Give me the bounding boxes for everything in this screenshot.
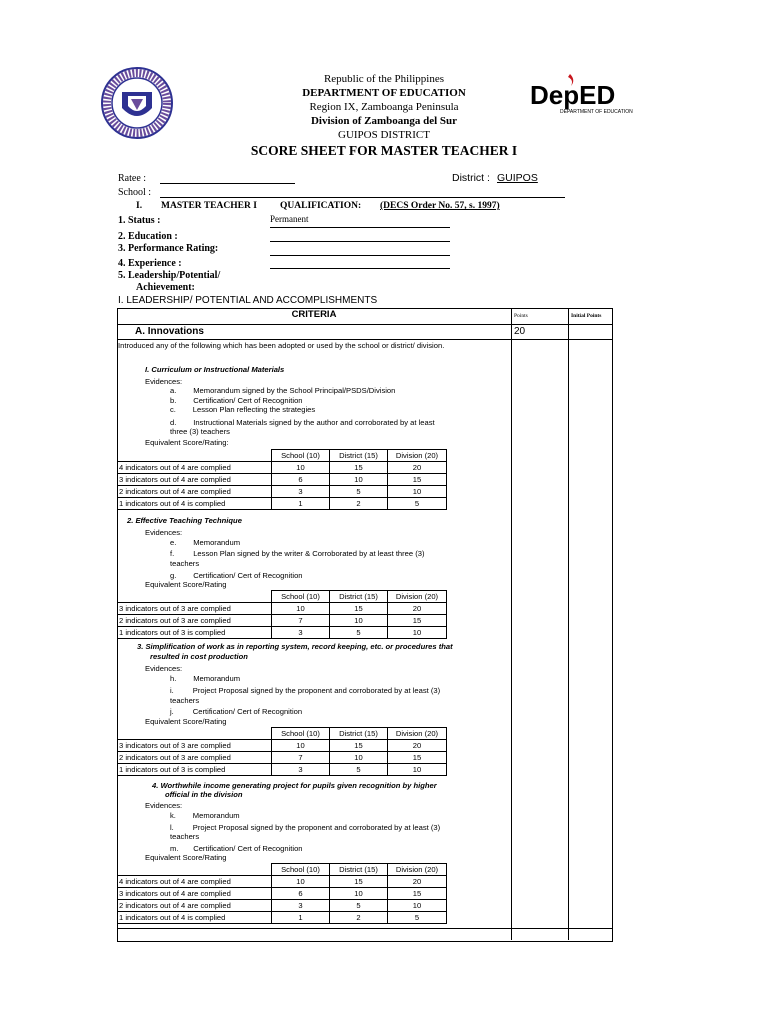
indicator-cell: 4 indicators out of 4 are complied — [118, 876, 272, 888]
score-cell: 3 — [272, 900, 330, 912]
status-line[interactable] — [270, 227, 450, 228]
score-cell: 5 — [388, 912, 447, 924]
cat4-item-m: m. Certification/ Cert of Recognition — [170, 844, 303, 853]
score-cell: 15 — [330, 740, 388, 752]
performance-label: 3. Performance Rating: — [118, 243, 219, 254]
score-cell: 10 — [330, 888, 388, 900]
criteria-header: CRITERIA — [291, 309, 337, 320]
header-division: Division of Zamboanga del Sur — [310, 115, 458, 127]
section-title: I. LEADERSHIP/ POTENTIAL AND ACCOMPLISHMENTS — [118, 295, 378, 306]
innovations-intro: Introduced any of the following which has been adopted or used by the school or district/ division. — [118, 341, 445, 350]
rating-header-cell — [118, 591, 272, 603]
score-cell: 5 — [330, 900, 388, 912]
indicator-cell: 1 indicators out of 3 is complied — [118, 764, 272, 776]
score-cell: 15 — [388, 752, 447, 764]
cat4-item-l-cont: teachers — [170, 832, 200, 841]
score-cell: 20 — [388, 462, 447, 474]
score-cell: 2 — [330, 498, 388, 510]
cat3-title-cont: resulted in cost production — [150, 652, 248, 661]
header-department: DEPARTMENT OF EDUCATION — [302, 87, 466, 99]
score-cell: 15 — [388, 474, 447, 486]
rating-row — [118, 474, 447, 486]
qualification-number: I. — [136, 201, 143, 211]
initial-points-column-divider — [568, 308, 569, 940]
score-cell: 6 — [272, 474, 330, 486]
score-cell: 7 — [272, 752, 330, 764]
cat1-evidences: Evidences: — [145, 377, 183, 386]
score-cell: 10 — [330, 752, 388, 764]
points-header: Points — [514, 313, 528, 319]
rating-table-1 — [117, 449, 447, 510]
score-cell: 15 — [330, 462, 388, 474]
ratee-label: Ratee : — [118, 173, 147, 184]
rating-row — [118, 486, 447, 498]
deped-logo-text: DepED — [530, 80, 616, 110]
score-cell: 20 — [388, 876, 447, 888]
score-cell: 10 — [388, 627, 447, 639]
rating-table-4 — [117, 863, 447, 924]
page-title: SCORE SHEET FOR MASTER TEACHER I — [250, 143, 518, 158]
score-cell: 5 — [388, 498, 447, 510]
score-cell: 20 — [388, 603, 447, 615]
score-cell: 10 — [272, 876, 330, 888]
score-cell: 6 — [272, 888, 330, 900]
cat4-equiv: Equivalent Score/Rating — [145, 853, 227, 862]
cat2-equiv: Equivalent Score/Rating — [145, 580, 227, 589]
score-cell: 5 — [330, 627, 388, 639]
indicator-cell: 3 indicators out of 4 are complied — [118, 474, 272, 486]
rating-header-cell: District (15) — [330, 450, 388, 462]
cat3-title: 3. Simplification of work as in reporting system, record keeping, etc. or procedures that — [137, 642, 453, 651]
rating-header-cell: District (15) — [330, 591, 388, 603]
cat3-item-i-cont: teachers — [170, 696, 200, 705]
indicator-cell: 2 indicators out of 4 are complied — [118, 486, 272, 498]
score-cell: 15 — [330, 876, 388, 888]
ratee-input-line[interactable] — [160, 183, 295, 184]
rating-row — [118, 498, 447, 510]
rating-header-cell: School (10) — [272, 728, 330, 740]
score-cell: 3 — [272, 486, 330, 498]
indicator-cell: 3 indicators out of 4 are complied — [118, 888, 272, 900]
qualification-order: (DECS Order No. 57, s. 1997) — [380, 201, 500, 211]
rating-header-cell: Division (20) — [388, 728, 447, 740]
status-value: Permanent — [270, 214, 309, 224]
indicator-cell: 2 indicators out of 3 are complied — [118, 615, 272, 627]
qualification-label: QUALIFICATION: — [280, 201, 362, 211]
score-cell: 1 — [272, 912, 330, 924]
indicator-cell: 1 indicators out of 4 is complied — [118, 912, 272, 924]
cat1-item-c: c. Lesson Plan reflecting the strategies — [170, 405, 316, 414]
score-cell: 15 — [388, 615, 447, 627]
rating-header-cell: District (15) — [330, 864, 388, 876]
rating-row — [118, 740, 447, 752]
score-cell: 15 — [388, 888, 447, 900]
score-cell: 2 — [330, 912, 388, 924]
rating-header-cell: School (10) — [272, 864, 330, 876]
score-cell: 10 — [272, 603, 330, 615]
cat3-item-i: i. Project Proposal signed by the proponent and corroborated by at least (3) — [170, 686, 441, 695]
rating-row — [118, 462, 447, 474]
indicator-cell: 3 indicators out of 3 are complied — [118, 603, 272, 615]
cat4-evidences: Evidences: — [145, 801, 183, 810]
rating-header-cell: School (10) — [272, 591, 330, 603]
status-label: 1. Status : — [118, 215, 161, 226]
qualification-position: MASTER TEACHER I — [161, 201, 257, 211]
rating-row — [118, 764, 447, 776]
cat2-item-e: e. Memorandum — [170, 538, 241, 547]
rating-header-cell: Division (20) — [388, 591, 447, 603]
initial-points-header: Initial Points — [571, 313, 602, 319]
score-cell: 7 — [272, 615, 330, 627]
rating-table-2 — [117, 590, 447, 639]
score-cell: 10 — [330, 474, 388, 486]
cat3-item-h: h. Memorandum — [170, 674, 241, 683]
rating-row — [118, 912, 447, 924]
points-column-divider — [511, 308, 512, 940]
cat2-evidences: Evidences: — [145, 528, 183, 537]
score-cell: 10 — [388, 486, 447, 498]
district-value: GUIPOS — [497, 172, 538, 184]
cat1-item-a: a. Memorandum signed by the School Principal/PSDS/Division — [170, 386, 396, 395]
rating-row — [118, 876, 447, 888]
cat4-item-l: l. Project Proposal signed by the proponent and corroborated by at least (3) — [170, 823, 441, 832]
score-cell: 5 — [330, 764, 388, 776]
rating-row — [118, 615, 447, 627]
cat1-item-b: b. Certification/ Cert of Recognition — [170, 396, 303, 405]
rating-row — [118, 627, 447, 639]
rating-header-cell — [118, 450, 272, 462]
cat2-item-f: f. Lesson Plan signed by the writer & Corroborated by at least three (3) — [170, 549, 425, 558]
cat1-item-d: d. Instructional Materials signed by the author and corroborated by at least — [170, 418, 435, 427]
cat1-title: I. Curriculum or Instructional Materials — [145, 365, 285, 374]
score-cell: 10 — [388, 900, 447, 912]
rating-row — [118, 603, 447, 615]
cat2-title: 2. Effective Teaching Technique — [127, 516, 242, 525]
indicator-cell: 2 indicators out of 4 are complied — [118, 900, 272, 912]
header-region: Region IX, Zamboanga Peninsula — [309, 101, 459, 113]
cat3-item-j: j. Certification/ Cert of Recognition — [170, 707, 303, 716]
score-cell: 15 — [330, 603, 388, 615]
cat2-item-f-cont: teachers — [170, 559, 200, 568]
cat1-equiv: Equivalent Score/Rating: — [145, 438, 229, 447]
score-cell: 3 — [272, 764, 330, 776]
cat3-equiv: Equivalent Score/Rating — [145, 717, 227, 726]
rating-header-row — [118, 728, 447, 740]
score-cell: 20 — [388, 740, 447, 752]
rating-header-row — [118, 864, 447, 876]
header-republic: Republic of the Philippines — [323, 73, 445, 85]
rating-header-row — [118, 450, 447, 462]
deped-logo-subtext: DEPARTMENT OF EDUCATION — [560, 109, 633, 115]
rating-row — [118, 900, 447, 912]
rating-table-3 — [117, 727, 447, 776]
performance-line[interactable] — [270, 255, 450, 256]
rating-header-cell — [118, 728, 272, 740]
indicator-cell: 2 indicators out of 3 are complied — [118, 752, 272, 764]
innovations-points: 20 — [514, 326, 526, 337]
score-cell: 10 — [330, 615, 388, 627]
education-line[interactable] — [270, 241, 450, 242]
rating-header-cell: Division (20) — [388, 450, 447, 462]
cat4-title: 4. Worthwhile income generating project for pupils given recognition by higher — [152, 781, 437, 790]
rating-header-row — [118, 591, 447, 603]
criteria-header-divider — [117, 324, 612, 325]
experience-line[interactable] — [270, 268, 450, 269]
district-label: District : — [452, 172, 490, 184]
experience-label: 4. Experience : — [118, 258, 182, 269]
indicator-cell: 1 indicators out of 4 is complied — [118, 498, 272, 510]
score-cell: 10 — [388, 764, 447, 776]
achievement-label: Achievement: — [136, 282, 195, 293]
innovations-divider — [117, 339, 612, 340]
school-label: School : — [118, 187, 152, 198]
rating-header-cell — [118, 864, 272, 876]
rating-header-cell: District (15) — [330, 728, 388, 740]
score-cell: 5 — [330, 486, 388, 498]
cat3-evidences: Evidences: — [145, 664, 183, 673]
score-cell: 1 — [272, 498, 330, 510]
score-cell: 3 — [272, 627, 330, 639]
rating-row — [118, 752, 447, 764]
innovations-label: A. Innovations — [135, 326, 204, 337]
cat4-item-k: k. Memorandum — [170, 811, 240, 820]
score-cell: 10 — [272, 462, 330, 474]
cat2-item-g: g. Certification/ Cert of Recognition — [170, 571, 303, 580]
header-district: GUIPOS DISTRICT — [338, 129, 430, 141]
school-input-line[interactable] — [160, 197, 565, 198]
rating-header-cell: School (10) — [272, 450, 330, 462]
cat1-item-d-cont: three (3) teachers — [170, 427, 230, 436]
education-label: 2. Education : — [118, 231, 178, 242]
leadership-label: 5. Leadership/Potential/ — [118, 270, 221, 281]
footer-divider — [117, 928, 612, 929]
cat4-title-cont: official in the division — [165, 790, 243, 799]
indicator-cell: 1 indicators out of 3 is complied — [118, 627, 272, 639]
rating-header-cell: Division (20) — [388, 864, 447, 876]
indicator-cell: 4 indicators out of 4 are complied — [118, 462, 272, 474]
score-cell: 10 — [272, 740, 330, 752]
indicator-cell: 3 indicators out of 3 are complied — [118, 740, 272, 752]
rating-row — [118, 888, 447, 900]
